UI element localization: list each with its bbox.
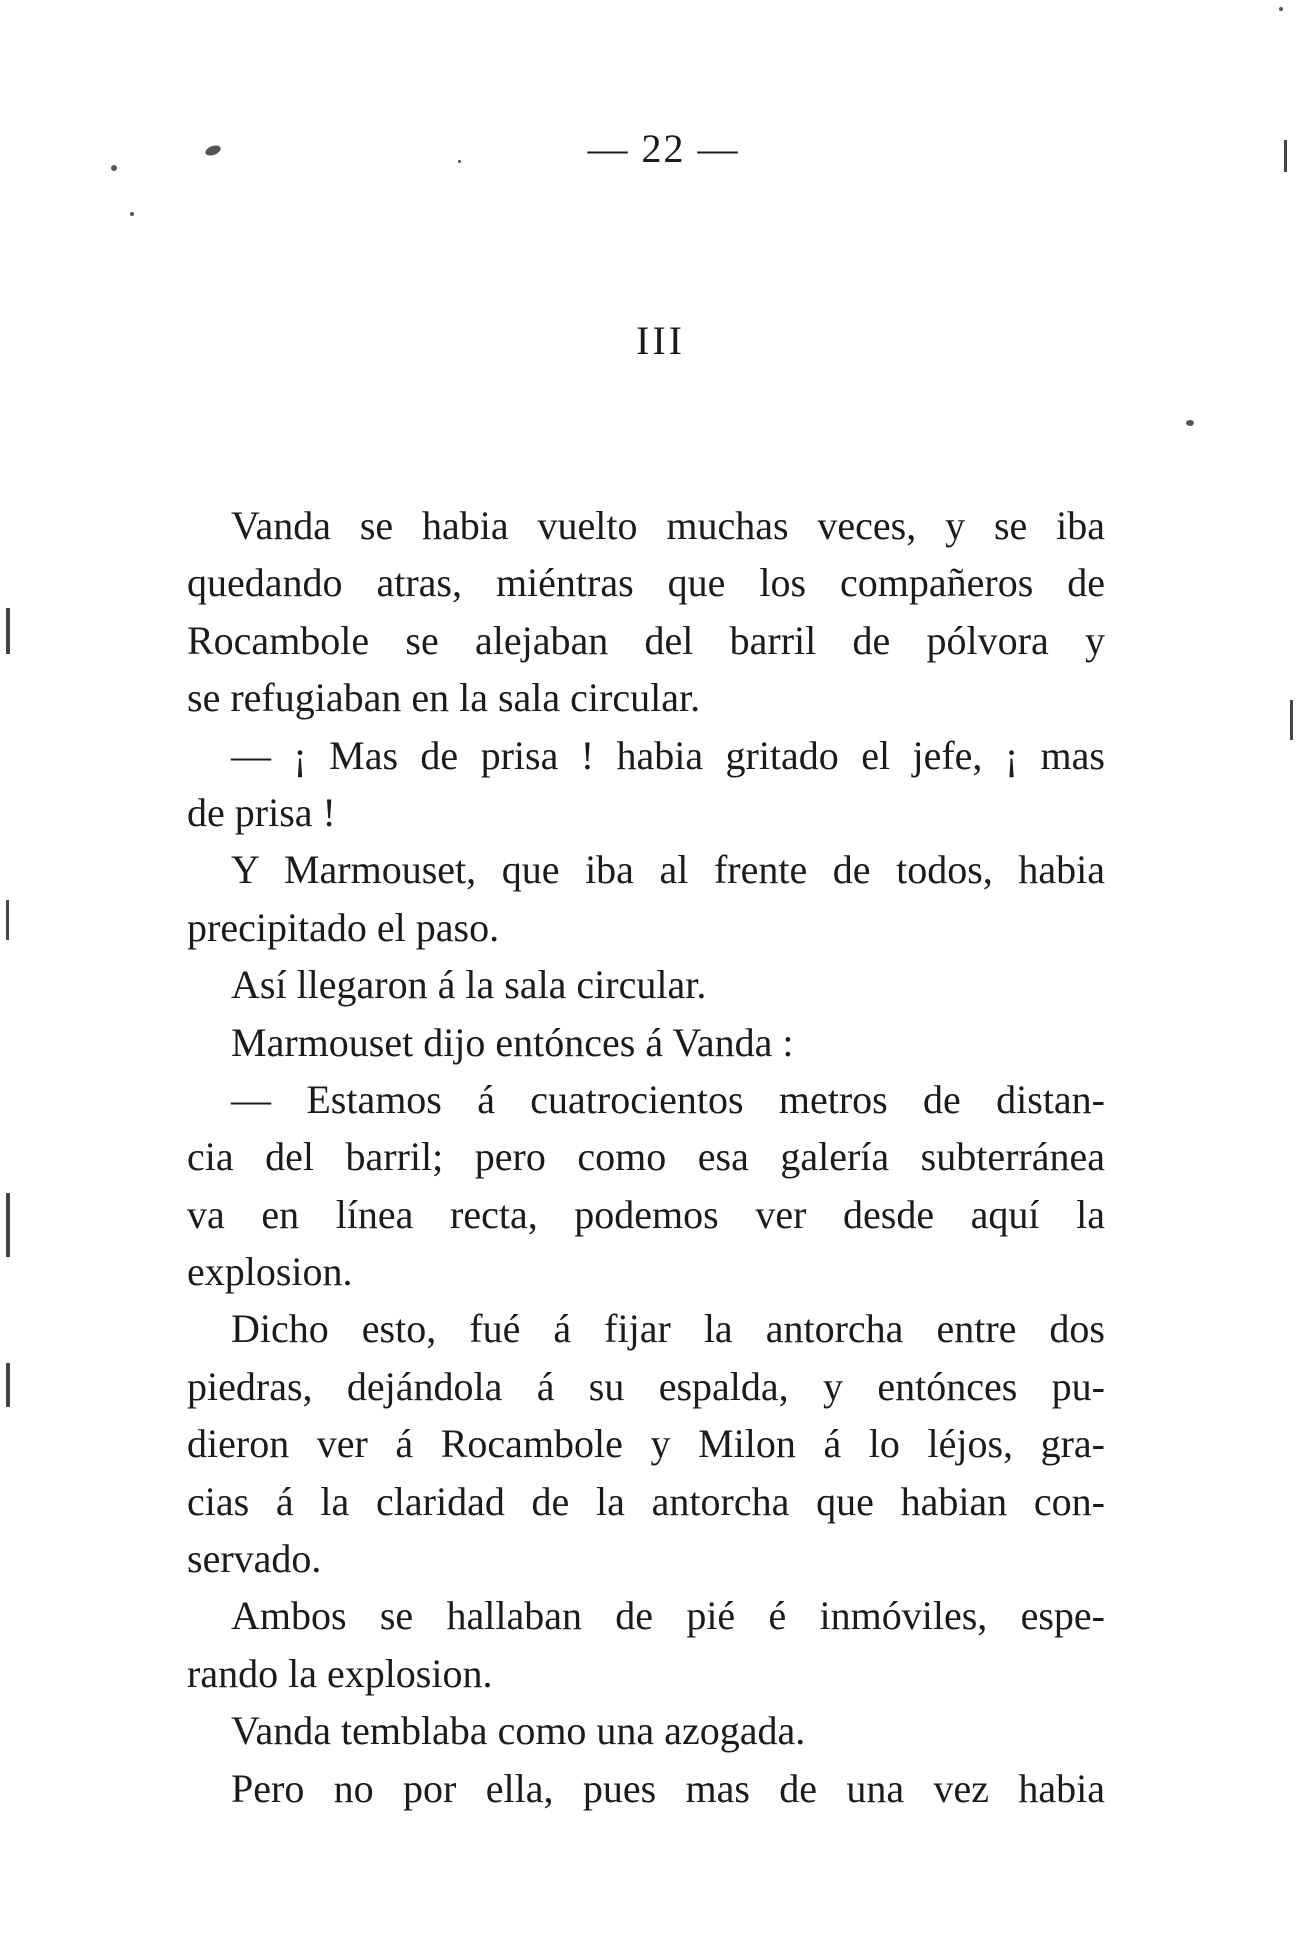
text-line: — Estamos á cuatrocientos metros de distan- — [231, 1076, 1105, 1122]
text-line: servado. — [187, 1536, 322, 1582]
text-line: Y Marmouset, que iba al frente de todos, habia — [231, 847, 1105, 893]
text-line: de prisa ! — [187, 789, 336, 835]
scan-edge-mark — [1290, 700, 1293, 740]
text-line: cia del barril; pero como esa galería subterránea — [187, 1134, 1105, 1180]
text-line: cias á la claridad de la antorcha que habian con- — [187, 1478, 1105, 1524]
body-text — [187, 497, 1105, 1817]
scan-speck — [1186, 420, 1194, 426]
text-line: va en línea recta, podemos ver desde aquí la — [187, 1191, 1105, 1237]
text-line: Dicho esto, fué á fijar la antorcha entre dos — [231, 1306, 1105, 1352]
scan-speck — [1279, 7, 1283, 11]
text-line: precipitado el paso. — [187, 904, 500, 950]
text-line: — ¡ Mas de prisa ! habia gritado el jefe, ¡ mas — [231, 732, 1105, 778]
scan-edge-mark — [6, 1363, 10, 1407]
scan-speck — [130, 212, 134, 216]
scan-edge-mark — [6, 900, 9, 940]
text-line: Ambos se hallaban de pié é inmóviles, espe- — [231, 1593, 1105, 1639]
text-line: Así llegaron á la sala circular. — [231, 962, 707, 1008]
text-line: dieron ver á Rocambole y Milon á lo léjos, gra- — [187, 1421, 1105, 1467]
text-line: Vanda se habia vuelto muchas veces, y se iba — [231, 503, 1105, 548]
chapter-heading: III — [636, 318, 685, 363]
scan-edge-mark — [6, 1193, 10, 1257]
text-line: Vanda temblaba como una azogada. — [231, 1708, 806, 1754]
text-line: explosion. — [187, 1249, 353, 1295]
text-line: piedras, dejándola á su espalda, y entónces pu- — [187, 1363, 1105, 1409]
scan-edge-mark — [6, 608, 10, 654]
text-line: Pero no por ella, pues mas de una vez habia — [231, 1765, 1105, 1811]
text-line: se refugiaban en la sala circular. — [187, 675, 701, 721]
text-line: rando la explosion. — [187, 1650, 493, 1696]
text-line: quedando atras, miéntras que los compañeros de — [187, 560, 1105, 606]
text-line: Marmouset dijo entónces á Vanda : — [231, 1019, 794, 1065]
page-number: — 22 — — [587, 126, 740, 171]
text-line: Rocambole se alejaban del barril de pólvora y — [187, 617, 1105, 663]
